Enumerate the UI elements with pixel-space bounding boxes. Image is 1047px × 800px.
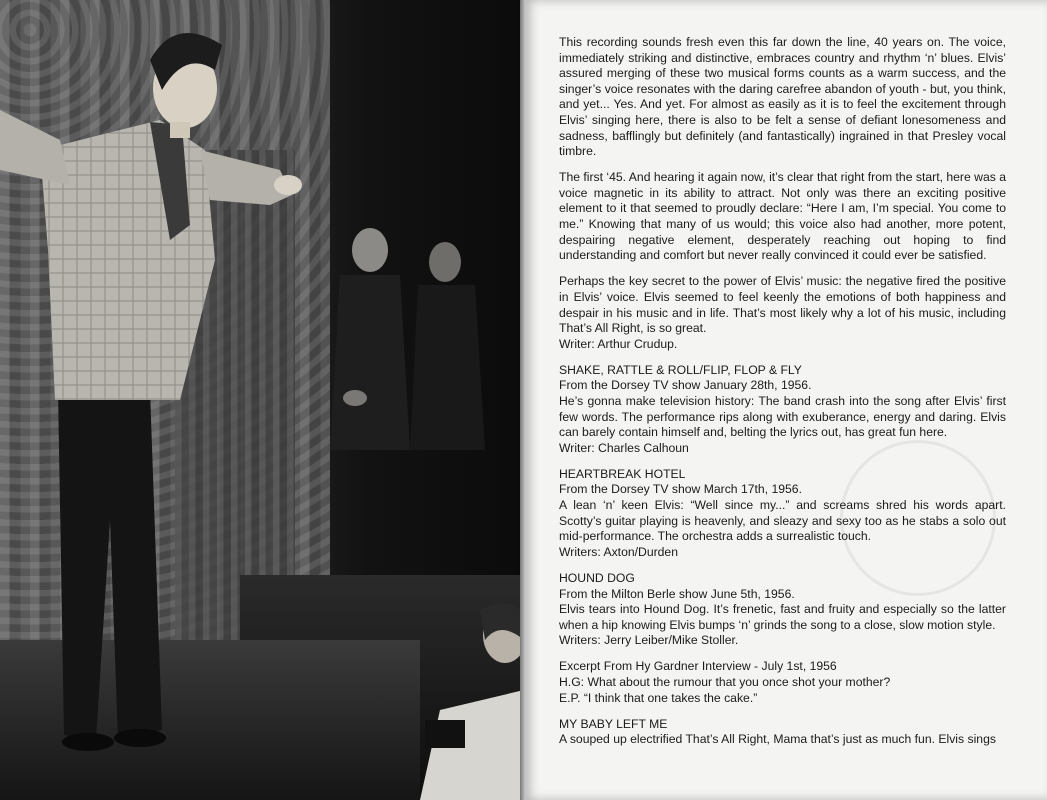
track-writer: Writer: Charles Calhoun (559, 440, 689, 455)
track-description: A souped up electrified That’s All Right, Mama that’s just as much fun. Elvis sings (559, 732, 996, 747)
intro-paragraph-3-block (559, 274, 1006, 352)
interview-title: Excerpt From Hy Gardner Interview - July 1st, 1956 (559, 659, 837, 674)
liner-notes-text (559, 35, 1006, 758)
interview-answer: E.P. “I think that one takes the cake.” (559, 690, 758, 705)
track-title: SHAKE, RATTLE & ROLL/FLIP, FLOP & FLY (559, 362, 802, 377)
track-title: MY BABY LEFT ME (559, 716, 668, 731)
track-source: From the Dorsey TV show March 17th, 1956. (559, 482, 802, 497)
track-title: HEARTBREAK HOTEL (559, 466, 686, 481)
interview-question: H.G: What about the rumour that you once shot your mother? (559, 674, 891, 689)
track-description: Elvis tears into Hound Dog. It’s frenetic, fast and fruity and especially so the latter when a hip knowing Elvis bumps ‘n’ grinds the song to a close, slow motion style. (559, 602, 1006, 632)
intro-paragraph-3: Perhaps the key secret to the power of Elvis’ music: the negative fired the positive in Elvis’ voice. Elvis seemed to feel keenly the emotions of both happiness and despair in his music and in life. That’s most likely why a lot of his music, including That’s All Right, is so great. (559, 274, 1006, 336)
track-writer: Writers: Jerry Leiber/Mike Stoller. (559, 633, 739, 648)
background-musicians (330, 220, 524, 450)
track-writer: Writers: Axton/Durden (559, 544, 678, 559)
track-entry (559, 717, 1006, 748)
audience-member (400, 600, 524, 800)
track-entry (559, 571, 1006, 649)
track-title: HOUND DOG (559, 570, 635, 585)
track-source: From the Dorsey TV show January 28th, 1956. (559, 378, 812, 393)
track-entry (559, 467, 1006, 561)
intro-paragraph-1: This recording sounds fresh even this far down the line, 40 years on. The voice, immediately striking and distinctive, embraces country and rhythm ‘n’ blues. Elvis’ assured merging of these two musical forms counts as a warm success, and the singer’s voice resonates with the daring carefree abandon of youth - but, you think, and yet... Yes. And yet. For almost as easily as it is to feel the excitement through Elvis’ singing here, there is also to be felt a sense of defiant lonesomeness and sadness, bafflingly but definitely (and fantastically) ingrained in that Presley vocal timbre. (559, 35, 1006, 159)
interview-excerpt (559, 659, 1006, 706)
track-source: From the Milton Berle show June 5th, 1956. (559, 586, 795, 601)
page-gutter (520, 0, 526, 800)
track-description: A lean ‘n’ keen Elvis: “Well since my...” and screams shred his words apart. Scotty’s guitar playing is heavenly, and sleazy and sexy too as he stabs a solo out mid-performance. The orchestra adds a surrealistic touch. (559, 498, 1006, 544)
singer-figure (0, 0, 330, 800)
intro-writer: Writer: Arthur Crudup. (559, 336, 678, 351)
track-entry (559, 363, 1006, 457)
intro-paragraph-2: The first ‘45. And hearing it again now, it’s clear that right from the start, here was a voice magnetic in its ability to attract. Not only was there an exciting positive element to it that seemed to proudly declare: “Here I am, I’m special. You come to me.” Knowing that many of us would; this voice also had another, more potent, despairing negative element, desperately reaching out hoping to find understanding and comfort but never really convinced it could ever be satisfied. (559, 170, 1006, 263)
track-description: He’s gonna make television history: The band crash into the song after Elvis’ first few words. The performance rips along with exuberance, energy and daring. Elvis can barely contain himself and, belting the lyrics out, has great fun here. (559, 393, 1006, 440)
